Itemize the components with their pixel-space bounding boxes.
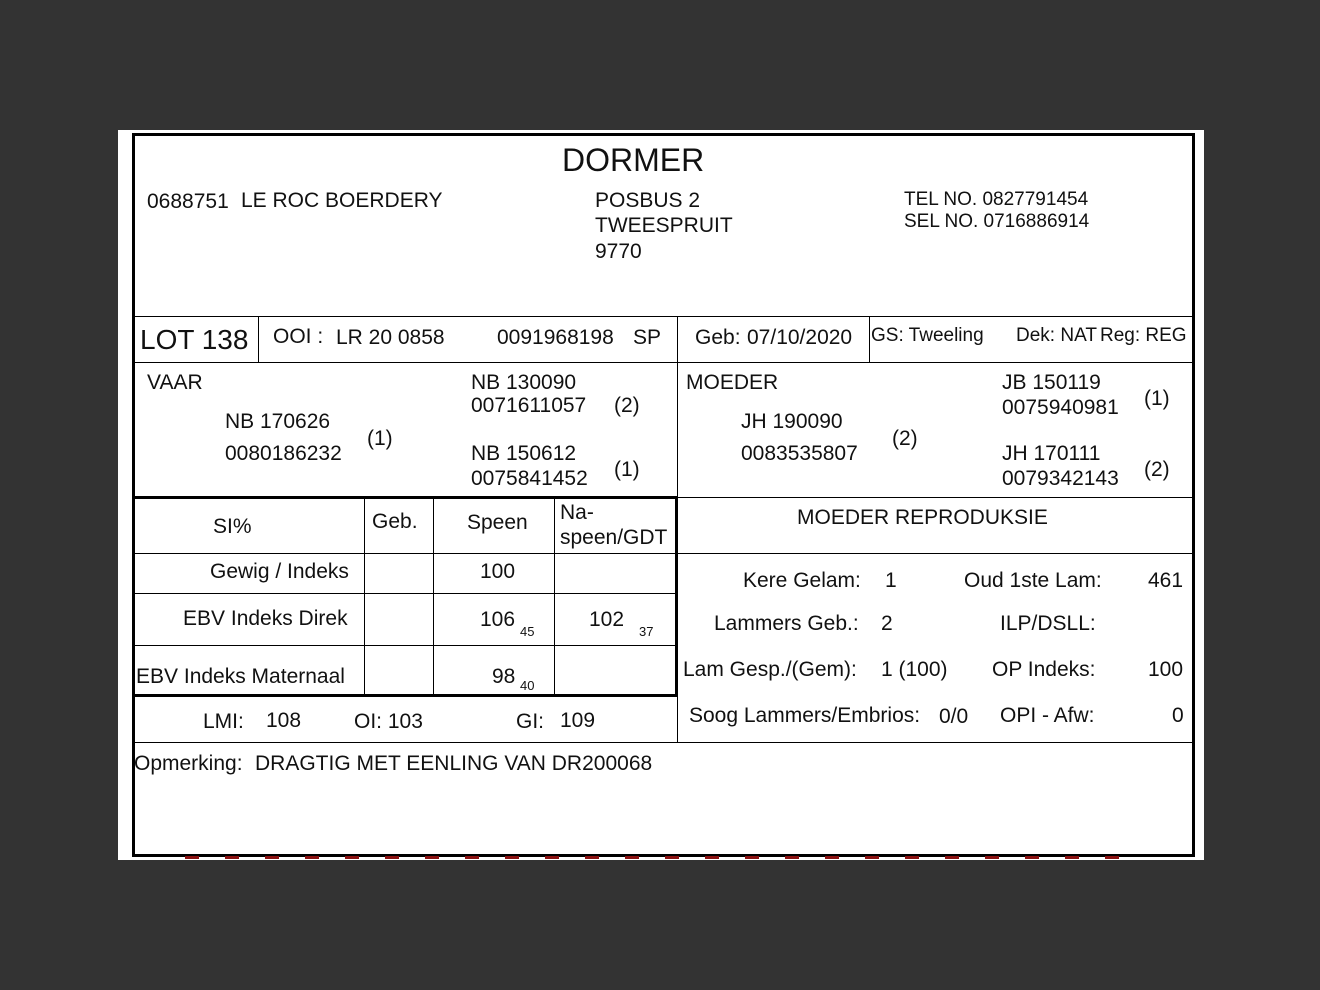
sire-name: NB 170626 (225, 410, 331, 433)
kere-value: 1 (885, 569, 897, 592)
row-naspeen-direk-accuracy: 37 (639, 624, 654, 639)
dam-label: MOEDER (686, 371, 779, 394)
divider (554, 497, 555, 695)
ooi-value: LR 20 0858 (336, 326, 445, 349)
mating-type: Dek: NAT (1016, 325, 1097, 346)
breed-title: DORMER (562, 142, 705, 178)
row-naspeen-direk: 102 (589, 608, 625, 631)
row-speen-maternaal: 98 (492, 665, 516, 688)
kere-label: Kere Gelam: (743, 569, 861, 592)
address-line-1: POSBUS 2 (595, 189, 701, 212)
dam-sire-id: 0075940981 (1002, 396, 1119, 419)
row-label-gewig: Gewig / Indeks (210, 560, 349, 583)
oi-value: OI: 103 (354, 710, 423, 733)
row-speen-gewig: 100 (480, 560, 516, 583)
opi-value: 0 (1172, 704, 1184, 727)
lmi-label: LMI: (203, 710, 244, 733)
dam-dam-name: JH 170111 (1002, 442, 1101, 465)
owner-id: 0688751 (147, 190, 229, 213)
divider (135, 496, 678, 499)
birth-label: Geb: (695, 326, 741, 349)
oud-value: 461 (1148, 569, 1184, 592)
cellphone: SEL NO. 0716886914 (904, 211, 1090, 232)
address-line-2: TWEESPRUIT (595, 214, 733, 237)
address-line-3: 9770 (595, 240, 642, 263)
owner-name: LE ROC BOERDERY (241, 189, 443, 212)
geb-header: Geb. (372, 510, 418, 533)
divider (135, 316, 1192, 317)
divider (135, 362, 1192, 363)
divider (678, 497, 1192, 498)
telephone: TEL NO. 0827791454 (904, 189, 1089, 210)
lammers-label: Lammers Geb.: (714, 612, 859, 635)
soog-label: Soog Lammers/Embrios: (689, 704, 921, 727)
divider (364, 497, 365, 695)
sp-code: SP (633, 326, 662, 349)
registration: Reg: REG (1100, 325, 1187, 346)
sire-dam-id: 0075841452 (471, 467, 588, 490)
sire-dam-grade: (1) (614, 458, 640, 481)
row-speen-direk: 106 (480, 608, 516, 631)
soog-value: 0/0 (939, 705, 969, 728)
dam-id: 0083535807 (741, 442, 858, 465)
opi-label: OPI - Afw: (1000, 704, 1095, 727)
dam-name: JH 190090 (741, 410, 843, 433)
sire-id: 0080186232 (225, 442, 342, 465)
ilp-label: ILP/DSLL: (1000, 612, 1096, 635)
animal-id: 0091968198 (497, 326, 614, 349)
ooi-label: OOI : (273, 325, 324, 348)
op-value: 100 (1148, 658, 1184, 681)
divider (869, 316, 870, 362)
dam-dam-id: 0079342143 (1002, 467, 1119, 490)
divider (135, 645, 677, 646)
lamgesp-label: Lam Gesp./(Gem): (683, 658, 857, 681)
remarks-text: DRAGTIG MET EENLING VAN DR200068 (255, 752, 653, 775)
dam-sire-grade: (1) (1144, 387, 1170, 410)
op-label: OP Indeks: (992, 658, 1096, 681)
row-speen-direk-accuracy: 45 (520, 624, 535, 639)
lmi-value: 108 (266, 709, 302, 732)
remarks-label: Opmerking: (134, 752, 243, 775)
sire-label: VAAR (147, 371, 203, 394)
oud-label: Oud 1ste Lam: (964, 569, 1102, 592)
birth-date: 07/10/2020 (747, 326, 853, 349)
divider (135, 742, 1192, 743)
lamgesp-value: 1 (100) (881, 658, 948, 681)
reproduction-title: MOEDER REPRODUKSIE (797, 506, 1048, 529)
si-header: SI% (213, 515, 252, 538)
birth-status: GS: Tweeling (871, 325, 984, 346)
divider (675, 497, 678, 697)
row-label-direk: EBV Indeks Direk (183, 607, 348, 630)
divider (135, 553, 1192, 554)
speen-header: Speen (467, 511, 528, 534)
dam-grade: (2) (892, 427, 918, 450)
lot-card (132, 133, 1195, 857)
sire-sire-name: NB 130090 (471, 371, 577, 394)
sire-sire-id: 0071611057 (471, 394, 587, 417)
sire-dam-name: NB 150612 (471, 442, 577, 465)
lammers-value: 2 (881, 612, 893, 635)
gi-label: GI: (516, 710, 545, 733)
cut-off-text-strip (185, 856, 1145, 859)
sire-sire-grade: (2) (614, 394, 640, 417)
sire-grade: (1) (367, 427, 393, 450)
row-speen-maternaal-accuracy: 40 (520, 678, 535, 693)
naspeen-header: Na- speen/GDT (560, 501, 668, 549)
divider (135, 694, 678, 697)
row-label-maternaal: EBV Indeks Maternaal (136, 665, 345, 688)
gi-value: 109 (560, 709, 596, 732)
divider (135, 593, 677, 594)
lot-number: LOT 138 (140, 324, 249, 355)
divider (258, 316, 259, 362)
dam-sire-name: JB 150119 (1002, 371, 1101, 394)
dam-dam-grade: (2) (1144, 458, 1170, 481)
divider (433, 497, 434, 695)
